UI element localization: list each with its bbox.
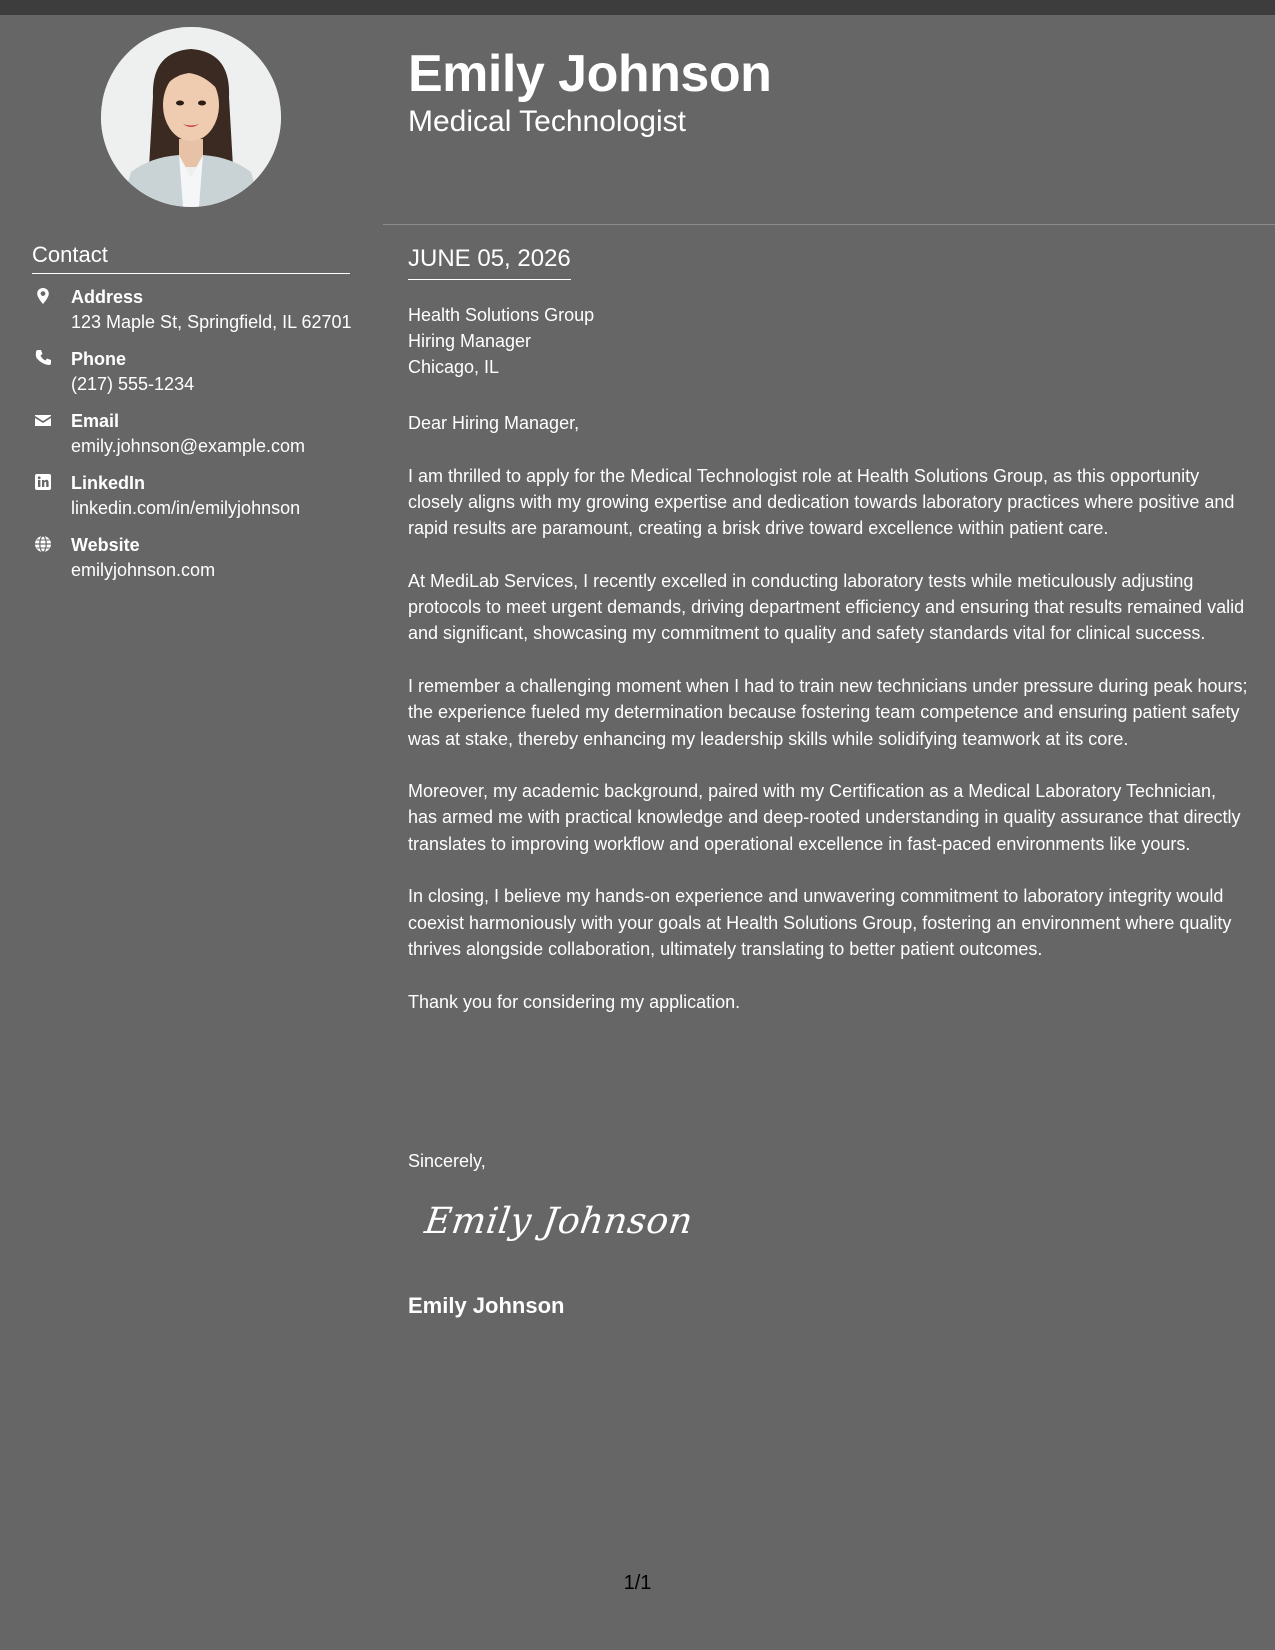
contact-label-phone: Phone [71, 349, 127, 369]
body-paragraph: I remember a challenging moment when I had to train new technicians under pressure during peak hours; the experience fueled my determination because fostering team competence and ensuring patient safety was at stake, thereby enhancing my leadership skills while solidifying teamwork at its core. [408, 675, 1248, 749]
contact-value-phone: (217) 555-1234 [71, 374, 195, 394]
top-bar [0, 0, 1275, 15]
phone-icon [34, 349, 52, 367]
linkedin-icon [34, 473, 52, 491]
applicant-name: Emily Johnson [408, 45, 772, 103]
contact-value-email[interactable]: emily.johnson@example.com [71, 436, 306, 456]
contact-item-phone [32, 347, 362, 397]
letter-body [408, 410, 1248, 1041]
profile-photo [101, 27, 281, 207]
contact-label-email: Email [71, 411, 120, 431]
body-paragraph: I am thrilled to apply for the Medical Technologist role at Health Solutions Group, as this opportunity closely aligns with my growing expertise and dedication towards laboratory practices where positive and rapid results are paramount, creating a brisk drive toward excellence within patient care. [408, 465, 1235, 539]
job-title: Medical Technologist [408, 105, 686, 138]
body-paragraph: At MediLab Services, I recently excelled in conducting laboratory tests while meticulously adjusting protocols to meet urgent demands, driving department efficiency and ensuring that results remained valid and significant, showcasing my commitment to quality and safety standards vital for clinical success. [408, 570, 1245, 644]
page-number: 1/1 [623, 1572, 652, 1594]
contact-item-website [32, 533, 362, 583]
contact-item-email [32, 409, 362, 459]
recipient-company: Health Solutions Group [408, 305, 595, 325]
contact-label-address: Address [71, 287, 144, 307]
contact-label-linkedin: LinkedIn [71, 473, 146, 493]
recipient-location: Chicago, IL [408, 357, 500, 377]
contact-list [32, 285, 362, 595]
body-paragraph: Moreover, my academic background, paired with my Certification as a Medical Laboratory Technician, has armed me with practical knowledge and deep-rooted understanding in quality assurance that directly translates to improving workflow and operational excellence in fast-paced environments like yours. [408, 781, 1241, 854]
thank-you-line: Thank you for considering my application. [408, 991, 741, 1012]
header-divider [383, 224, 1275, 225]
greeting: Dear Hiring Manager, [408, 413, 580, 433]
map-pin-icon [34, 287, 52, 305]
closing: Sincerely, [408, 1151, 486, 1171]
letter-date: JUNE 05, 2026 [408, 244, 571, 280]
body-paragraph: In closing, I believe my hands-on experience and unwavering commitment to laboratory integrity would coexist harmoniously with your goals at Health Solutions Group, fostering an environment where quality thrives alongside collaboration, ultimately translating to better patient outcomes. [408, 886, 1232, 959]
contact-heading: Contact [32, 241, 350, 274]
recipient-title: Hiring Manager [408, 331, 532, 351]
globe-icon [34, 535, 52, 553]
recipient-block [408, 302, 594, 380]
envelope-icon [34, 411, 52, 429]
profile-photo-illustration [101, 27, 281, 207]
signer-name: Emily Johnson [408, 1293, 565, 1318]
contact-item-address [32, 285, 362, 335]
contact-value-website[interactable]: emilyjohnson.com [71, 560, 216, 580]
sidebar [0, 15, 383, 1650]
contact-value-address: 123 Maple St, Springfield, IL 62701 [71, 312, 352, 332]
contact-value-linkedin[interactable]: linkedin.com/in/emilyjohnson [71, 498, 301, 518]
handwritten-signature: Emily Johnson [422, 1201, 696, 1242]
contact-item-linkedin [32, 471, 362, 521]
contact-label-website: Website [71, 535, 140, 555]
